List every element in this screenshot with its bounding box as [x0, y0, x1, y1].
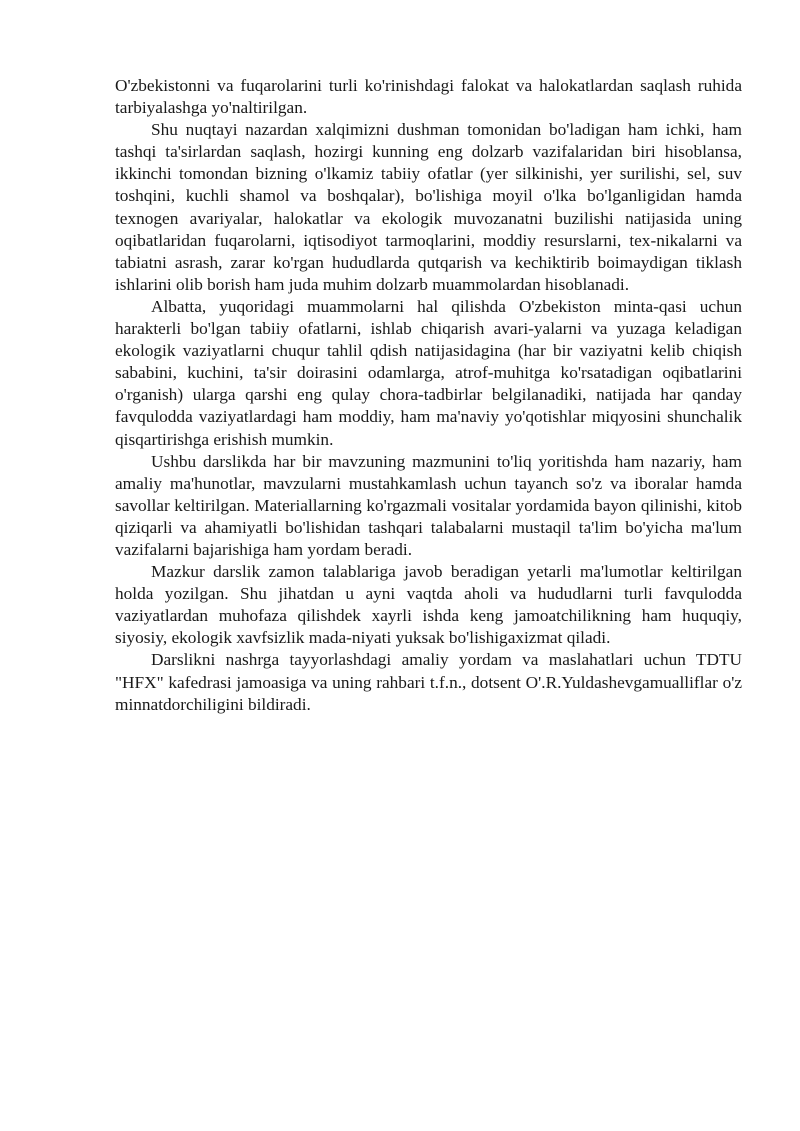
paragraph-5: Mazkur darslik zamon talablariga javob beradigan yetarli ma'lumotlar keltirilgan holda yozilgan. Shu jihatdan u ayni vaqtda aholi va hududlarni turli favqulodda vaziyatlardan muhofaza qilishdek xayrli ishda keng jamoatchilikning ham huquqiy, siyosiy, ekologik xavfsizlik mada-niyati yuksak bo'lishigaxizmat qiladi.	[115, 562, 742, 648]
paragraph-6: Darslikni nashrga tayyorlashdagi amaliy yordam va maslahatlari uchun TDTU "HFX" kafedrasi jamoasiga va uning rahbari t.f.n., dotsent O'.R.Yuldashevgamualliflar o'z minnatdorchiligini bildiradi.	[115, 650, 742, 714]
paragraph-4: Ushbu darslikda har bir mavzuning mazmunini to'liq yoritishda ham nazariy, ham amaliy ma'hunotlar, mavzularni mustahkamlash uchun tayanch so'z va iboralar hamda savollar keltirilgan. Materiallarning ko'rgazmali vositalar yordamida bayon qilinishi, kitob qiziqarli va ahamiyatli bo'lishidan tashqari talabalarni mustaqil ta'lim bo'yicha ma'lum vazifalarni bajarishiga ham yordam beradi.	[115, 451, 742, 559]
document-page	[115, 75, 742, 716]
paragraph-2: Shu nuqtayi nazardan xalqimizni dushman tomonidan bo'ladigan ham ichki, ham tashqi ta'sirlardan saqlash, hozirgi kunning eng dolzarb vazifalaridan biri hisoblansa, ikkinchi tomondan bizning o'lkamiz tabiiy ofatlar (yer silkinishi, yer surilishi, sel, suv toshqini, kuchli shamol va boshqalar), bo'lishiga moyil o'lka bo'lganligidan hamda texnogen avariyalar, halokatlar va ekologik muvozanatni buzilishi natijasida uning oqibatlaridan fuqarolarni, iqtisodiyot tarmoqlarini, moddiy resurslarni, tex-nikalarni va tabiatni asrash, zarar ko'rgan hududlarda qutqarish va kechiktirib boimaydigan tiklash ishlarini olib borish ham juda muhim dolzarb muammolardan hisoblanadi.	[115, 120, 742, 294]
paragraph-1: O'zbekistonni va fuqarolarini turli ko'rinishdagi falokat va halokatlardan saqlash ruhida tarbiyalashga yo'naltirilgan.	[115, 76, 742, 118]
paragraph-3: Albatta, yuqoridagi muammolarni hal qilishda O'zbekiston minta-qasi uchun harakterli bo'lgan tabiiy ofatlarni, ishlab chiqarish avari-yalarni va yuzaga keladigan ekologik vaziyatlarni chuqur tahlil qdish natijasidagina (har bir vaziyatni kelib chiqish sababini, kuchini, ta'sir doirasini odamlarga, atrof-muhitga ko'rsatadigan oqibatlarini o'rganish) ularga qarshi eng qulay chora-tadbirlar belgilanadiki, natijada har qanday favqulodda vaziyatlardagi ham moddiy, ham ma'naviy yo'qotishlar miqyosini shunchalik qisqartirishga erishish mumkin.	[115, 296, 742, 449]
